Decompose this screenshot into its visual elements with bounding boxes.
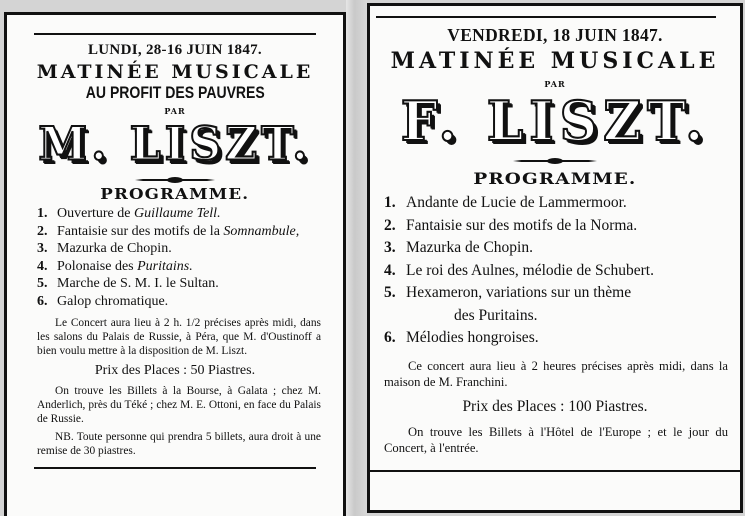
programme-item: 6. Mélodies hongroises. [384, 329, 539, 346]
performer-name: F. LISZT. [400, 89, 710, 154]
programme-item: 2. Fantaisie sur des motifs de la Norma. [384, 216, 638, 234]
nb-note: NB. Toute personne qui prendra 5 billets, aura droit à une remise de 30 piastres. [37, 430, 321, 457]
poster-title: MATINÉE MUSICALE [390, 48, 720, 74]
ornamental-rule [135, 178, 215, 182]
programme-item: 2. Fantaisie sur des motifs de la Somnambule, [37, 223, 300, 239]
poster-date: VENDREDI, 18 JUIN 1847. [447, 25, 663, 45]
programme-item: 4. Le roi des Aulnes, mélodie de Schubert. [384, 261, 654, 279]
programme-list [37, 205, 343, 311]
performer-name: M. LISZT. [38, 117, 312, 172]
programme-item: 1. Andante de Lucie de Lammermoor. [384, 194, 627, 211]
poster-title: MATINÉE MUSICALE [36, 61, 314, 83]
programme-item: 5. Marche de S. M. I. le Sultan. [37, 276, 219, 292]
programme-item: 6. Galop chromatique. [37, 293, 169, 309]
programme-item: 1. Ouverture de Guillaume Tell. [37, 206, 221, 221]
programme-item: 5. Hexameron, variations sur un thème des Puritains. [384, 284, 632, 324]
programme-list [384, 192, 740, 350]
programme-heading: PROGRAMME. [100, 186, 250, 203]
top-rule [376, 16, 716, 18]
gap-between-posters [346, 0, 367, 516]
par-label: PAR [544, 79, 566, 89]
concert-note: Ce concert aura lieu à 2 heures précises après midi, dans la maison de M. Franchini. [384, 358, 728, 389]
ticket-price: Prix des Places : 100 Piastres. [462, 397, 648, 415]
concert-poster-vendredi [367, 3, 743, 513]
ticket-price: Prix des Places : 50 Piastres. [94, 362, 256, 378]
bottom-rule [370, 470, 743, 472]
concert-poster-lundi [4, 12, 346, 516]
ornamental-rule [513, 159, 597, 163]
top-rule [34, 33, 316, 35]
par-label: PAR [164, 106, 186, 116]
bottom-rule [34, 467, 316, 469]
poster-subtitle: AU PROFIT DES PAUVRES [85, 84, 265, 102]
programme-item: 4. Polonaise des Puritains. [37, 258, 193, 274]
programme-item: 3. Mazurka de Chopin. [384, 239, 533, 256]
programme-item: 3. Mazurka de Chopin. [37, 241, 172, 257]
poster-date: LUNDI, 28-16 JUIN 1847. [88, 42, 262, 58]
programme-heading: PROGRAMME. [473, 169, 637, 188]
concert-note: Le Concert aura lieu à 2 h. 1/2 précises après midi, dans les salons du Palais de Russie, à Péra, que M. d'Oustinoff a bien voulu mettre à la disposition de M. Liszt. [37, 316, 321, 357]
tickets-note: On trouve les Billets à l'Hôtel de l'Europe ; et le jour du Concert, à l'entrée. [384, 424, 728, 455]
tickets-note: On trouve les Billets à la Bourse, à Galata ; chez M. Anderlich, près du Téké ; chez M. E. Ottoni, en face du Palais de Russie. [37, 384, 321, 425]
